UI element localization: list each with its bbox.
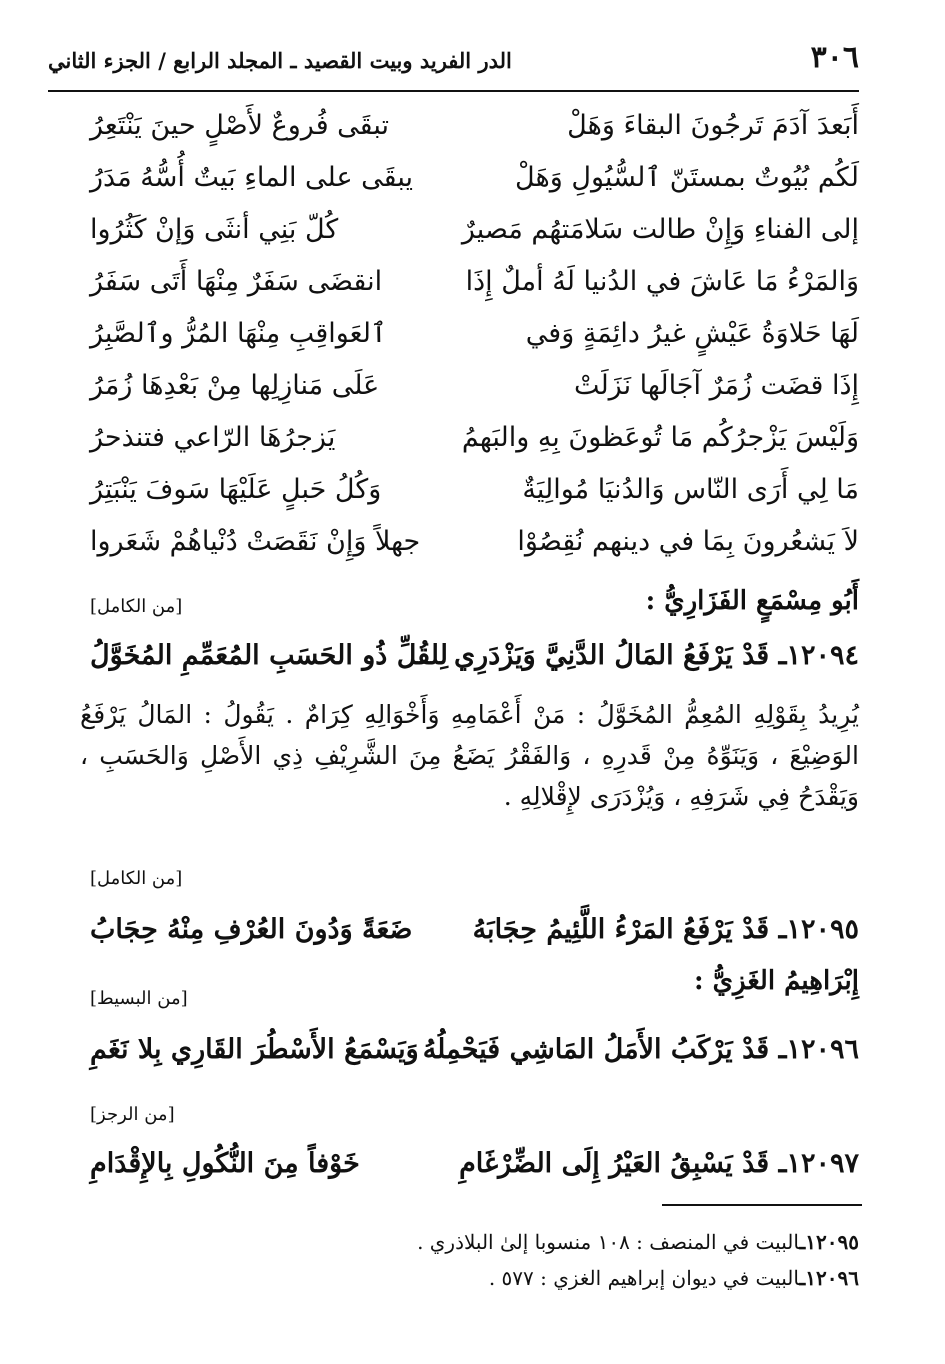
page-number: ٣٠٦ xyxy=(810,40,859,75)
verse-row xyxy=(90,152,859,204)
footnote-number: ١٢٠٩٦ـ xyxy=(799,1266,859,1290)
verse-first-hemistich xyxy=(459,1138,859,1190)
page-header xyxy=(48,36,859,86)
verse-number: ١٢٠٩٥ـ xyxy=(778,914,859,945)
verse-second-hemistich: يَزجرُهَا الرّاعي فتنذحرُ xyxy=(90,422,336,453)
verse-second-hemistich: انقضَى سَفَرٌ مِنْهَا أَتَى سَفَرُ xyxy=(90,266,383,297)
verse-second-hemistich: تبقَى فُروعٌ لأَصْلٍ حينَ يَنْتَعِرُ xyxy=(90,110,390,141)
footnote xyxy=(417,1230,859,1254)
verse-row xyxy=(90,204,859,256)
meter-label: [من الكامل] xyxy=(90,596,183,617)
verse-row xyxy=(90,256,859,308)
verse-first-hemistich: مَا لِي أَرَى النّاس وَالدُنيَا مُوالِيَةٌ xyxy=(522,474,859,505)
poet-name: أَبُو مِسْمَعٍ الفَزَارِيُّ : xyxy=(645,586,859,616)
verse-text: قَدْ يَسْبِقُ العَيْرُ إِلَى الضِّرْغَامِ xyxy=(459,1148,770,1179)
verse-first-hemistich xyxy=(422,1024,859,1076)
verse-second-hemistich: خَوْفاً مِنَ النُّكُولِ بِالإِقْدَامِ xyxy=(90,1148,360,1179)
verse-text: قَدْ يَرْفَعُ المَالُ الدَّنِيَّ وَيَزْدَرِي xyxy=(454,640,770,671)
verse-first-hemistich: وَالمَرْءُ مَا عَاشَ في الدُنيا لَهُ أملٌ إِذَا xyxy=(465,266,859,297)
verse-number: ١٢٠٩٧ـ xyxy=(778,1148,859,1179)
verse-first-hemistich: أَبَعدَ آدَمَ تَرجُونَ البقاءَ وَهَلْ xyxy=(567,110,859,141)
numbered-verse xyxy=(90,904,859,958)
verse-row xyxy=(90,360,859,412)
verse-second-hemistich: ضَعَةً وَدُونَ العُرْفِ مِنْهُ حِجَابُ xyxy=(90,914,413,945)
meter-label: [من الكامل] xyxy=(90,868,183,889)
verse-first-hemistich: إلى الفناءِ وَإِنْ طالت سَلامَتهُم مَصيرٌ xyxy=(461,214,859,245)
verse-number: ١٢٠٩٤ـ xyxy=(778,640,859,671)
verse-row xyxy=(90,464,859,516)
verse-first-hemistich xyxy=(459,904,859,956)
verse-second-hemistich: عَلَى مَنازِلِها مِنْ بَعْدِهَا زُمَرُ xyxy=(90,370,380,401)
verse-first-hemistich: لاَ يَشعُرونَ بِمَا في دينهم نُقِصُوْا xyxy=(517,526,859,557)
numbered-verse xyxy=(90,1138,859,1192)
verse-row xyxy=(90,100,859,152)
verse-first-hemistich xyxy=(454,630,859,682)
meter-label: [من البسيط] xyxy=(90,988,188,1009)
verse-first-hemistich: لَكُم بُيُوتٌ بمستَنّ ٱلسُّيُولِ وَهَلْ xyxy=(515,162,859,193)
verse-row xyxy=(90,516,859,568)
numbered-verse xyxy=(90,630,859,684)
verse-second-hemistich: وَيَسْمَعُ الأَسْطُرَ القَارِي بِلا نَغَمِ xyxy=(90,1034,419,1065)
verse-second-hemistich: ٱلعَواقِبِ مِنْهَا المُرُّ وٱلصَّبِرُ xyxy=(90,318,387,349)
commentary-paragraph: يُرِيدُ بِقَوْلِهِ المُعِمُّ المُخَوَّلُ : مَنْ أَعْمَامِهِ وَأَخْوَالِهِ كِرَامٌ . يَقُولُ : المَالُ يَرْفَعُ الوَضِيْعَ ، وَيَنَوِّهُ مِنْ قَدرِهِ ، وَالفَقْرُ يَضَعُ مِنَ الشَّرِيْفِ ذِي الأَصْلِ وَالحَسَبِ ، وَيَقْدَحُ فِي شَرَفِهِ ، وَيُزْدَرَى لإِقْلالِهِ . xyxy=(80,700,859,811)
verse-second-hemistich: جهلاً وَإِنْ نَقَصَتْ دُنْياهُمْ شَعَروا xyxy=(90,526,421,557)
poem-block xyxy=(90,100,859,568)
verse-first-hemistich: إِذَا قضَت زُمَرٌ آجَالَها نَزَلَتْ xyxy=(573,370,859,401)
verse-second-hemistich: كُلّ بَنِي أنثَى وَإنْ كَثُرُوا xyxy=(90,214,339,245)
numbered-verse xyxy=(90,1024,859,1078)
running-title: الدر الفريد وبيت القصيد ـ المجلد الرابع / الجزء الثاني xyxy=(48,48,512,73)
footnote-text: البيت في المنصف : ١٠٨ منسوبا إلىٰ البلاذري . xyxy=(417,1230,800,1254)
verse-row xyxy=(90,412,859,464)
header-rule xyxy=(48,90,859,92)
verse-text: قَدْ يَرْكَبُ الأَمَلُ المَاشِي فَيَحْمِلُهُ xyxy=(422,1034,770,1065)
footnote xyxy=(489,1266,859,1290)
verse-number: ١٢٠٩٦ـ xyxy=(778,1034,859,1065)
verse-row xyxy=(90,308,859,360)
footnote-number: ١٢٠٩٥ـ xyxy=(799,1230,859,1254)
verse-first-hemistich: وَلَيْسَ يَزْجرُكُم مَا تُوعَظونَ بِهِ والبَهمُ xyxy=(461,422,859,453)
footnote-text: البيت في ديوان إبراهيم الغزي : ٥٧٧ . xyxy=(488,1266,800,1290)
verse-first-hemistich: لَهَا حَلاوَةُ عَيْشٍ غيرُ دائِمَةٍ وَفي xyxy=(525,318,859,349)
poet-name: إِبْرَاهِيمُ الغَزِيُّ : xyxy=(694,966,859,996)
meter-label: [من الرجز] xyxy=(90,1104,175,1125)
verse-second-hemistich: يبقَى على الماءِ بَيتٌ أُسُّهُ مَدَرُ xyxy=(90,162,413,193)
verse-second-hemistich: لِلقُلِّ ذُو الحَسَبِ المُعَمِّمِ المُخَوَّلُ xyxy=(90,640,448,671)
footnote-rule xyxy=(662,1204,862,1206)
verse-text: قَدْ يَرْفَعُ المَرْءُ اللَّئِيمُ حِجَابَهُ xyxy=(472,914,770,945)
verse-second-hemistich: وَكُلُ حَبلٍ عَلَيْهَا سَوفَ يَنْبَتِرُ xyxy=(90,474,382,505)
